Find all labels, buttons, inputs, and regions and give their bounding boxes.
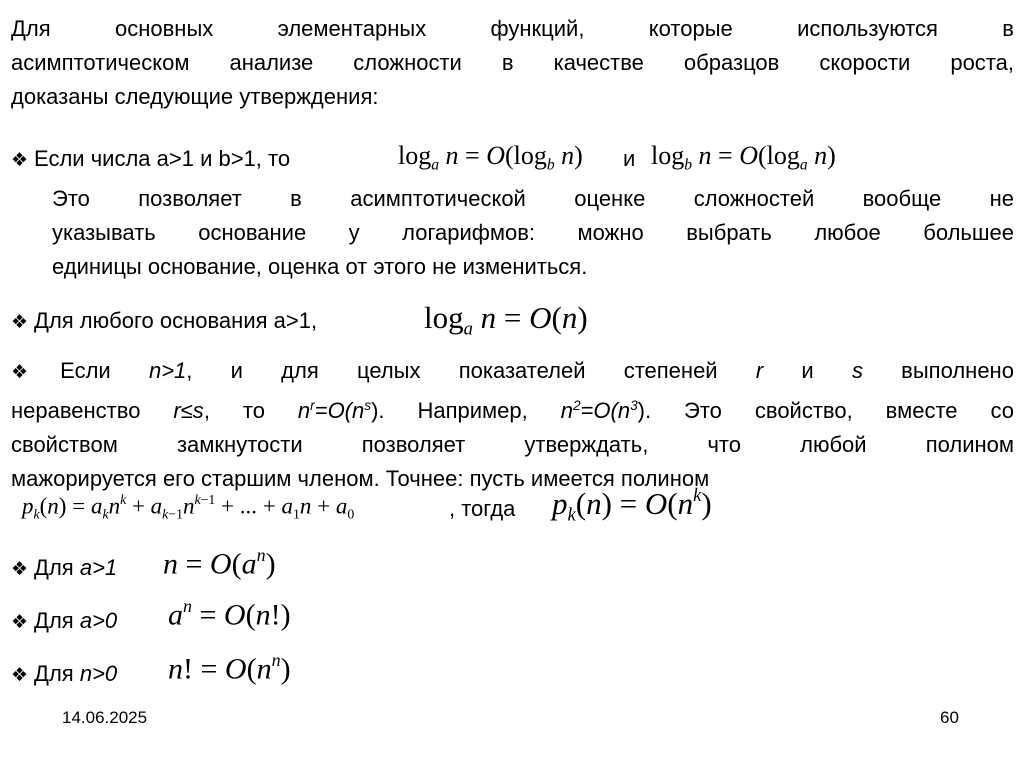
bullet-2-label: Для любого основания a>1, <box>34 308 318 333</box>
explain-line-3: единицы основание, оценка от этого не измениться. <box>52 254 588 279</box>
bullet-5: ❖ Для a>0 <box>11 608 118 633</box>
formula-n-factorial-eq-o-n-pow-n: n! = $O(n^n)$ <box>168 650 291 686</box>
bullet-1-label: Если числа a>1 и b>1, то <box>34 146 291 171</box>
bullet-3 <box>11 354 1014 496</box>
page-number: 60 <box>940 708 959 727</box>
bullet-1-explanation <box>52 182 1014 284</box>
bullet-3-line-3: свойством замкнутости позволяет утверждать, что любой полином <box>11 432 1014 458</box>
formula-n-eq-o-a-pow-n: $n = O(a^n)$ <box>163 545 276 581</box>
bullet-3-line-4: мажорируется его старшим членом. Точнее: пусть имеется полином <box>11 466 710 492</box>
formula-pk-eq-o-nk: $p_k(n) = O(n^k)$ <box>552 485 712 526</box>
bullet-2 <box>11 304 317 339</box>
footer-date: 14.06.2025 <box>62 708 148 727</box>
diamond-bullet-icon: ❖ <box>11 558 29 580</box>
explain-line-1: Это позволяет в асимптотической оценке сложностей вообще не <box>52 186 1014 211</box>
diamond-bullet-icon: ❖ <box>11 611 29 633</box>
formula-log-b-n-eq-o-log-a-n: $\log_b n = O(\log_a$ n) <box>651 141 836 174</box>
formula-log-a-n-eq-o-log-b-n: $\log_a n = O(\log_b$ n) <box>398 141 583 174</box>
formula-a-pow-n-eq-o-n-factorial: $a^n = O(n!)$ <box>168 596 291 632</box>
diamond-bullet-icon: ❖ <box>11 311 29 333</box>
diamond-bullet-icon: ❖ <box>11 149 29 171</box>
bullet-3-then: , тогда <box>449 496 516 521</box>
bullet-6: ❖ Для n>0 <box>11 661 118 686</box>
bullet-1-conj: и <box>623 146 636 171</box>
intro-line-3: доказаны следующие утверждения: <box>11 84 379 109</box>
intro-line-1: Для основных элементарных функций, которые используются в <box>11 16 1014 41</box>
intro-line-2: асимптотическом анализе сложности в качестве образцов скорости роста, <box>11 50 1014 75</box>
intro-paragraph <box>11 12 1014 114</box>
bullet-3-line-2: неравенство r≤s, то $n^r=O(n^s)$. Например, $n^2=O(n^3)$. Это свойство, вместе со <box>11 398 1014 424</box>
bullet-1 <box>11 142 391 177</box>
bullet-4: ❖ Для a>1 <box>11 555 118 580</box>
explain-line-2: указывать основание у логарифмов: можно выбрать любое большее <box>52 220 1014 245</box>
diamond-bullet-icon: ❖ <box>11 361 61 383</box>
formula-polynomial: $p_k(n) = a_kn^k + a_{k-1}n^{k-1}$ + ... + $a_1n + a_0$ <box>22 492 355 522</box>
bullet-3-line-1: ❖Если n>1, и для целых показателей степеней r и s выполнено <box>11 358 1014 383</box>
diamond-bullet-icon: ❖ <box>11 664 29 686</box>
formula-log-a-n-eq-o-n: $\log_a n = O(n)$ <box>424 300 588 340</box>
